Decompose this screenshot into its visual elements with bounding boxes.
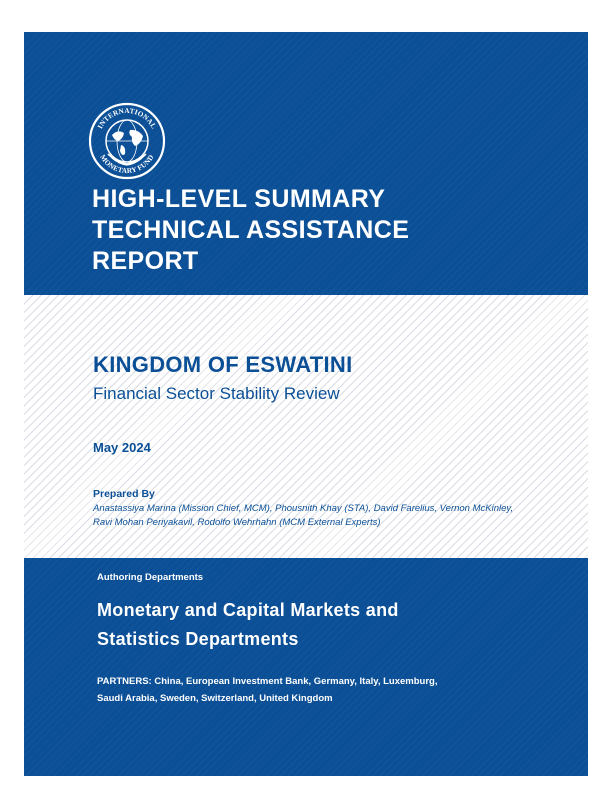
partners-list bbox=[97, 673, 567, 707]
svg-text:MONETARY FUND: MONETARY FUND bbox=[98, 153, 156, 176]
authoring-departments bbox=[97, 596, 567, 654]
partners-line-1: PARTNERS: China, European Investment Bank, Germany, Italy, Luxemburg, bbox=[97, 676, 438, 687]
department-line-1: Monetary and Capital Markets and bbox=[97, 600, 399, 620]
report-type-line-1: HIGH-LEVEL SUMMARY bbox=[92, 185, 386, 213]
prepared-by-label: Prepared By bbox=[93, 488, 155, 500]
report-date: May 2024 bbox=[93, 440, 151, 455]
report-subtitle: Financial Sector Stability Review bbox=[93, 384, 340, 403]
imf-seal-logo bbox=[88, 102, 166, 180]
department-line-2: Statistics Departments bbox=[97, 629, 299, 649]
author-line-2: Ravi Mohan Periyakavil, Rodolfo Wehrhahn (MCM External Experts) bbox=[93, 517, 381, 528]
author-list bbox=[93, 502, 585, 530]
country-title: KINGDOM OF ESWATINI bbox=[93, 352, 353, 377]
partners-line-2: Saudi Arabia, Sweden, Switzerland, United Kingdom bbox=[97, 693, 333, 704]
author-line-1: Anastassiya Marina (Mission Chief, MCM), Phousnith Khay (STA), David Farelius, Vernon McKinley, bbox=[93, 503, 514, 514]
footer-band bbox=[24, 558, 588, 776]
report-type-line-3: REPORT bbox=[92, 247, 199, 275]
report-type-line-2: TECHNICAL ASSISTANCE bbox=[92, 216, 410, 244]
report-type-title bbox=[92, 184, 572, 277]
svg-text:INTERNATIONAL: INTERNATIONAL bbox=[96, 106, 158, 131]
authoring-departments-label: Authoring Departments bbox=[97, 572, 204, 583]
